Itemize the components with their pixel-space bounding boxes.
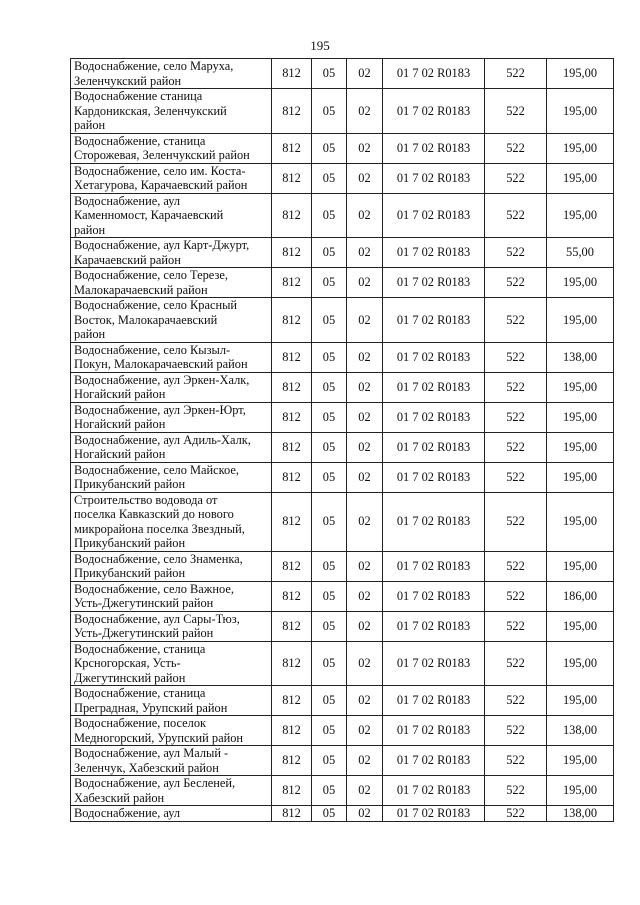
target-article-cell: 01 7 02 R0183	[383, 193, 485, 238]
expense-type-cell: 522	[485, 432, 547, 462]
section-code-cell: 05	[312, 163, 347, 193]
table-row	[71, 342, 614, 372]
subsection-code-cell: 02	[347, 298, 383, 343]
ministry-code-cell: 812	[272, 372, 312, 402]
table-row	[71, 492, 614, 551]
ministry-code-cell: 812	[272, 776, 312, 806]
target-article-cell: 01 7 02 R0183	[383, 492, 485, 551]
object-name-cell: Водоснабжение, аул Каменномост, Карачаевский район	[71, 193, 272, 238]
object-name-cell: Водоснабжение, аул Эркен-Халк, Ногайский район	[71, 372, 272, 402]
object-name-cell: Водоснабжение, станица Сторожевая, Зеленчукский район	[71, 133, 272, 163]
expense-type-cell: 522	[485, 133, 547, 163]
object-name-cell: Водоснабжение, аул Сары-Тюз, Усть-Джегутинский район	[71, 611, 272, 641]
object-name-cell: Водоснабжение, аул Карт-Джурт, Карачаевский район	[71, 238, 272, 268]
amount-cell: 55,00	[547, 238, 614, 268]
ministry-code-cell: 812	[272, 193, 312, 238]
section-code-cell: 05	[312, 298, 347, 343]
subsection-code-cell: 02	[347, 716, 383, 746]
object-name-cell: Водоснабжение, аул Адиль-Халк, Ногайский район	[71, 432, 272, 462]
target-article-cell: 01 7 02 R0183	[383, 238, 485, 268]
amount-cell: 138,00	[547, 716, 614, 746]
section-code-cell: 05	[312, 133, 347, 163]
section-code-cell: 05	[312, 59, 347, 89]
table-body	[71, 59, 614, 822]
object-name-cell: Водоснабжение, поселок Медногорский, Урупский район	[71, 716, 272, 746]
table-row	[71, 611, 614, 641]
target-article-cell: 01 7 02 R0183	[383, 372, 485, 402]
section-code-cell: 05	[312, 551, 347, 581]
ministry-code-cell: 812	[272, 641, 312, 686]
expense-type-cell: 522	[485, 342, 547, 372]
subsection-code-cell: 02	[347, 268, 383, 298]
subsection-code-cell: 02	[347, 163, 383, 193]
target-article-cell: 01 7 02 R0183	[383, 402, 485, 432]
amount-cell: 195,00	[547, 611, 614, 641]
ministry-code-cell: 812	[272, 551, 312, 581]
subsection-code-cell: 02	[347, 776, 383, 806]
target-article-cell: 01 7 02 R0183	[383, 551, 485, 581]
subsection-code-cell: 02	[347, 193, 383, 238]
amount-cell: 195,00	[547, 298, 614, 343]
amount-cell: 195,00	[547, 686, 614, 716]
ministry-code-cell: 812	[272, 686, 312, 716]
target-article-cell: 01 7 02 R0183	[383, 611, 485, 641]
ministry-code-cell: 812	[272, 432, 312, 462]
object-name-cell: Водоснабжение, село им. Коста- Хетагурова, Карачаевский район	[71, 163, 272, 193]
table-row	[71, 163, 614, 193]
budget-table	[70, 58, 614, 822]
ministry-code-cell: 812	[272, 746, 312, 776]
expense-type-cell: 522	[485, 806, 547, 822]
object-name-cell: Водоснабжение, аул	[71, 806, 272, 822]
amount-cell: 195,00	[547, 89, 614, 134]
table-row	[71, 551, 614, 581]
table-row	[71, 89, 614, 134]
table-row	[71, 462, 614, 492]
expense-type-cell: 522	[485, 193, 547, 238]
amount-cell: 195,00	[547, 432, 614, 462]
ministry-code-cell: 812	[272, 163, 312, 193]
section-code-cell: 05	[312, 462, 347, 492]
ministry-code-cell: 812	[272, 59, 312, 89]
table-row	[71, 298, 614, 343]
amount-cell: 195,00	[547, 372, 614, 402]
subsection-code-cell: 02	[347, 238, 383, 268]
object-name-cell: Водоснабжение, село Терезе, Малокарачаевский район	[71, 268, 272, 298]
ministry-code-cell: 812	[272, 716, 312, 746]
target-article-cell: 01 7 02 R0183	[383, 89, 485, 134]
target-article-cell: 01 7 02 R0183	[383, 462, 485, 492]
amount-cell: 195,00	[547, 641, 614, 686]
subsection-code-cell: 02	[347, 806, 383, 822]
section-code-cell: 05	[312, 372, 347, 402]
subsection-code-cell: 02	[347, 89, 383, 134]
section-code-cell: 05	[312, 641, 347, 686]
ministry-code-cell: 812	[272, 133, 312, 163]
amount-cell: 195,00	[547, 402, 614, 432]
amount-cell: 195,00	[547, 462, 614, 492]
ministry-code-cell: 812	[272, 298, 312, 343]
ministry-code-cell: 812	[272, 89, 312, 134]
table-row	[71, 133, 614, 163]
subsection-code-cell: 02	[347, 611, 383, 641]
amount-cell: 195,00	[547, 492, 614, 551]
section-code-cell: 05	[312, 776, 347, 806]
expense-type-cell: 522	[485, 238, 547, 268]
ministry-code-cell: 812	[272, 402, 312, 432]
section-code-cell: 05	[312, 746, 347, 776]
object-name-cell: Строительство водовода от поселка Кавказский до нового микрорайона поселка Звездный, Прикубанский район	[71, 492, 272, 551]
expense-type-cell: 522	[485, 402, 547, 432]
table-row	[71, 402, 614, 432]
subsection-code-cell: 02	[347, 686, 383, 716]
expense-type-cell: 522	[485, 641, 547, 686]
section-code-cell: 05	[312, 342, 347, 372]
section-code-cell: 05	[312, 89, 347, 134]
expense-type-cell: 522	[485, 551, 547, 581]
expense-type-cell: 522	[485, 686, 547, 716]
target-article-cell: 01 7 02 R0183	[383, 806, 485, 822]
subsection-code-cell: 02	[347, 402, 383, 432]
subsection-code-cell: 02	[347, 551, 383, 581]
subsection-code-cell: 02	[347, 372, 383, 402]
section-code-cell: 05	[312, 581, 347, 611]
expense-type-cell: 522	[485, 268, 547, 298]
section-code-cell: 05	[312, 686, 347, 716]
target-article-cell: 01 7 02 R0183	[383, 59, 485, 89]
object-name-cell: Водоснабжение, аул Эркен-Юрт, Ногайский район	[71, 402, 272, 432]
subsection-code-cell: 02	[347, 432, 383, 462]
subsection-code-cell: 02	[347, 342, 383, 372]
subsection-code-cell: 02	[347, 641, 383, 686]
amount-cell: 195,00	[547, 776, 614, 806]
object-name-cell: Водоснабжение, село Знаменка, Прикубанский район	[71, 551, 272, 581]
target-article-cell: 01 7 02 R0183	[383, 342, 485, 372]
object-name-cell: Водоснабжение, село Майское, Прикубанский район	[71, 462, 272, 492]
object-name-cell: Водоснабжение, село Кызыл- Покун, Малокарачаевский район	[71, 342, 272, 372]
ministry-code-cell: 812	[272, 492, 312, 551]
target-article-cell: 01 7 02 R0183	[383, 686, 485, 716]
target-article-cell: 01 7 02 R0183	[383, 268, 485, 298]
amount-cell: 138,00	[547, 806, 614, 822]
object-name-cell: Водоснабжение, аул Малый - Зеленчук, Хабезский район	[71, 746, 272, 776]
ministry-code-cell: 812	[272, 581, 312, 611]
section-code-cell: 05	[312, 432, 347, 462]
table-row	[71, 746, 614, 776]
target-article-cell: 01 7 02 R0183	[383, 133, 485, 163]
subsection-code-cell: 02	[347, 746, 383, 776]
expense-type-cell: 522	[485, 492, 547, 551]
table-row	[71, 581, 614, 611]
expense-type-cell: 522	[485, 89, 547, 134]
section-code-cell: 05	[312, 611, 347, 641]
table-row	[71, 193, 614, 238]
subsection-code-cell: 02	[347, 492, 383, 551]
target-article-cell: 01 7 02 R0183	[383, 581, 485, 611]
amount-cell: 195,00	[547, 163, 614, 193]
expense-type-cell: 522	[485, 611, 547, 641]
target-article-cell: 01 7 02 R0183	[383, 746, 485, 776]
object-name-cell: Водоснабжение, станица Преградная, Урупский район	[71, 686, 272, 716]
table-row	[71, 59, 614, 89]
amount-cell: 195,00	[547, 193, 614, 238]
amount-cell: 195,00	[547, 133, 614, 163]
subsection-code-cell: 02	[347, 581, 383, 611]
amount-cell: 138,00	[547, 342, 614, 372]
expense-type-cell: 522	[485, 59, 547, 89]
section-code-cell: 05	[312, 193, 347, 238]
target-article-cell: 01 7 02 R0183	[383, 432, 485, 462]
section-code-cell: 05	[312, 492, 347, 551]
ministry-code-cell: 812	[272, 238, 312, 268]
target-article-cell: 01 7 02 R0183	[383, 641, 485, 686]
amount-cell: 195,00	[547, 746, 614, 776]
ministry-code-cell: 812	[272, 611, 312, 641]
table-row	[71, 238, 614, 268]
target-article-cell: 01 7 02 R0183	[383, 163, 485, 193]
table-row	[71, 716, 614, 746]
ministry-code-cell: 812	[272, 806, 312, 822]
expense-type-cell: 522	[485, 716, 547, 746]
section-code-cell: 05	[312, 716, 347, 746]
expense-type-cell: 522	[485, 776, 547, 806]
amount-cell: 195,00	[547, 268, 614, 298]
table-row	[71, 776, 614, 806]
expense-type-cell: 522	[485, 372, 547, 402]
object-name-cell: Водоснабжение, село Маруха, Зеленчукский район	[71, 59, 272, 89]
target-article-cell: 01 7 02 R0183	[383, 776, 485, 806]
page-number: 195	[310, 38, 330, 53]
amount-cell: 195,00	[547, 59, 614, 89]
subsection-code-cell: 02	[347, 133, 383, 163]
table-row	[71, 432, 614, 462]
table-row	[71, 641, 614, 686]
object-name-cell: Водоснабжение, село Красный Восток, Малокарачаевский район	[71, 298, 272, 343]
amount-cell: 195,00	[547, 551, 614, 581]
section-code-cell: 05	[312, 238, 347, 268]
expense-type-cell: 522	[485, 581, 547, 611]
expense-type-cell: 522	[485, 163, 547, 193]
subsection-code-cell: 02	[347, 59, 383, 89]
object-name-cell: Водоснабжение, станица Крсногорская, Усть- Джегутинский район	[71, 641, 272, 686]
object-name-cell: Водоснабжение, аул Бесленей, Хабезский район	[71, 776, 272, 806]
target-article-cell: 01 7 02 R0183	[383, 298, 485, 343]
object-name-cell: Водоснабжение, село Важное, Усть-Джегутинский район	[71, 581, 272, 611]
object-name-cell: Водоснабжение станица Кардоникская, Зеленчукский район	[71, 89, 272, 134]
amount-cell: 186,00	[547, 581, 614, 611]
target-article-cell: 01 7 02 R0183	[383, 716, 485, 746]
ministry-code-cell: 812	[272, 342, 312, 372]
expense-type-cell: 522	[485, 746, 547, 776]
section-code-cell: 05	[312, 806, 347, 822]
table-row	[71, 268, 614, 298]
ministry-code-cell: 812	[272, 462, 312, 492]
table-row	[71, 372, 614, 402]
expense-type-cell: 522	[485, 462, 547, 492]
expense-type-cell: 522	[485, 298, 547, 343]
section-code-cell: 05	[312, 268, 347, 298]
ministry-code-cell: 812	[272, 268, 312, 298]
section-code-cell: 05	[312, 402, 347, 432]
subsection-code-cell: 02	[347, 462, 383, 492]
table-row	[71, 686, 614, 716]
table-row	[71, 806, 614, 822]
